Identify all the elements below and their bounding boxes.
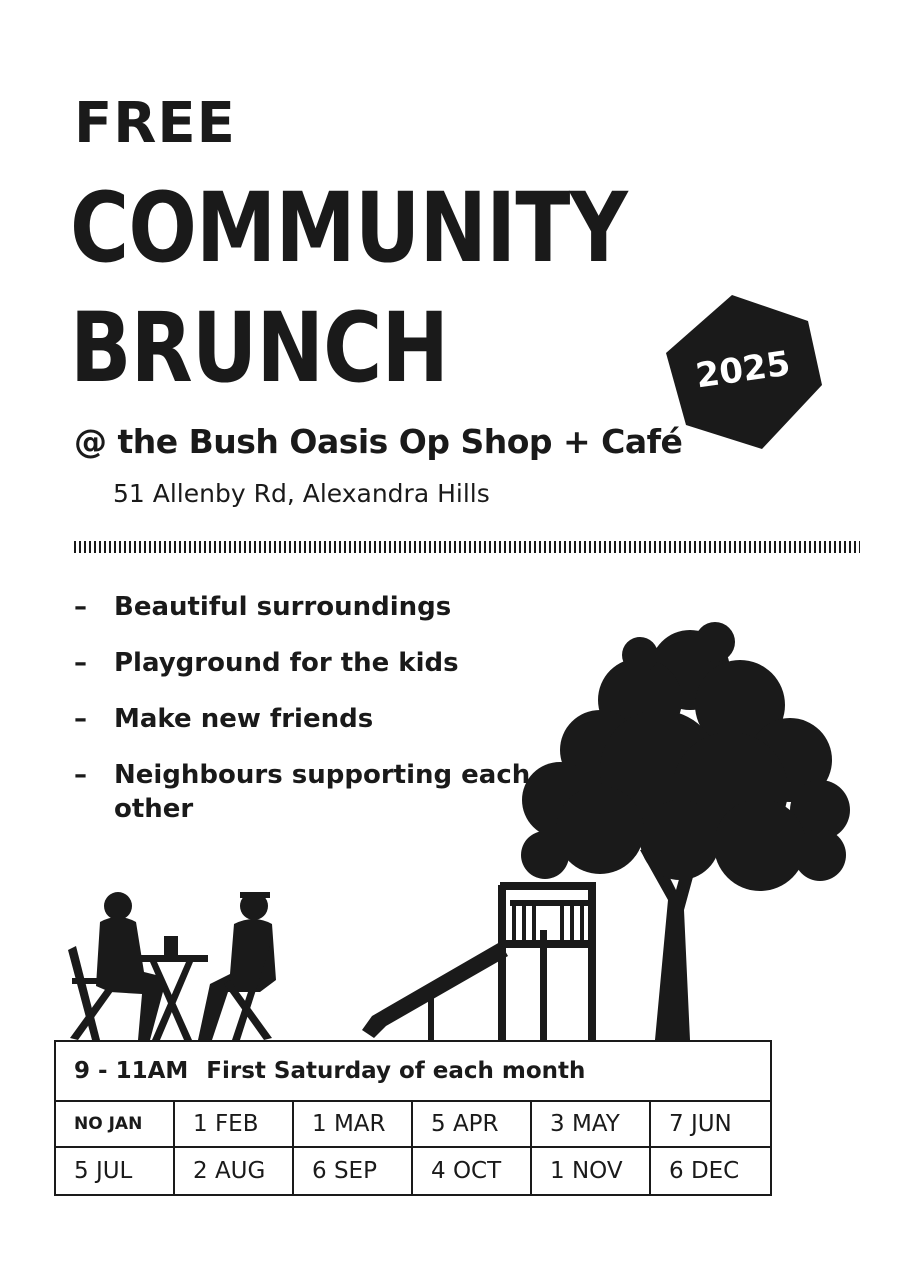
feature-dash: –: [74, 648, 87, 678]
badge-year: 2025: [693, 343, 793, 397]
date-cell: 4 OCT: [413, 1148, 532, 1194]
cafe-table-people-icon: [68, 892, 276, 1040]
schedule-dates-grid: [56, 1102, 770, 1194]
dotted-divider: [74, 541, 860, 553]
date-cell: 2 AUG: [175, 1148, 294, 1194]
feature-dash: –: [74, 760, 87, 790]
schedule-frequency: First Saturday of each month: [206, 1058, 586, 1084]
feature-text: Beautiful surroundings: [114, 592, 452, 622]
venue-address: 51 Allenby Rd, Alexandra Hills: [113, 479, 490, 508]
title-brunch: BRUNCH: [70, 292, 449, 404]
feature-text: Neighbours supporting each other: [114, 760, 531, 824]
date-cell: 1 FEB: [175, 1102, 294, 1148]
date-cell: 3 MAY: [532, 1102, 651, 1148]
schedule-table: [54, 1040, 772, 1196]
date-cell: 7 JUN: [651, 1102, 770, 1148]
playground-slide-icon: [362, 882, 596, 1040]
title-community: COMMUNITY: [70, 172, 628, 284]
date-cell: 1 MAR: [294, 1102, 413, 1148]
schedule-header: [56, 1042, 770, 1102]
date-cell: 6 DEC: [669, 1158, 740, 1184]
date-cell: 5 JUL: [56, 1148, 175, 1194]
park-scene-illustration: [0, 600, 904, 1050]
feature-text: Make new friends: [114, 704, 374, 734]
feature-dash: –: [74, 704, 87, 734]
venue-name: @ the Bush Oasis Op Shop + Café: [74, 422, 683, 461]
feature-text: Playground for the kids: [114, 648, 459, 678]
date-cell: 5 APR: [413, 1102, 532, 1148]
date-cell: NO JAN: [56, 1102, 175, 1148]
title-free: FREE: [74, 91, 236, 156]
date-cell: 1 NOV: [532, 1148, 651, 1194]
date-cell: 6 SEP: [294, 1148, 413, 1194]
schedule-time: 9 - 11AM: [74, 1058, 189, 1084]
feature-dash: –: [74, 592, 87, 622]
tree-icon: [521, 622, 850, 1040]
